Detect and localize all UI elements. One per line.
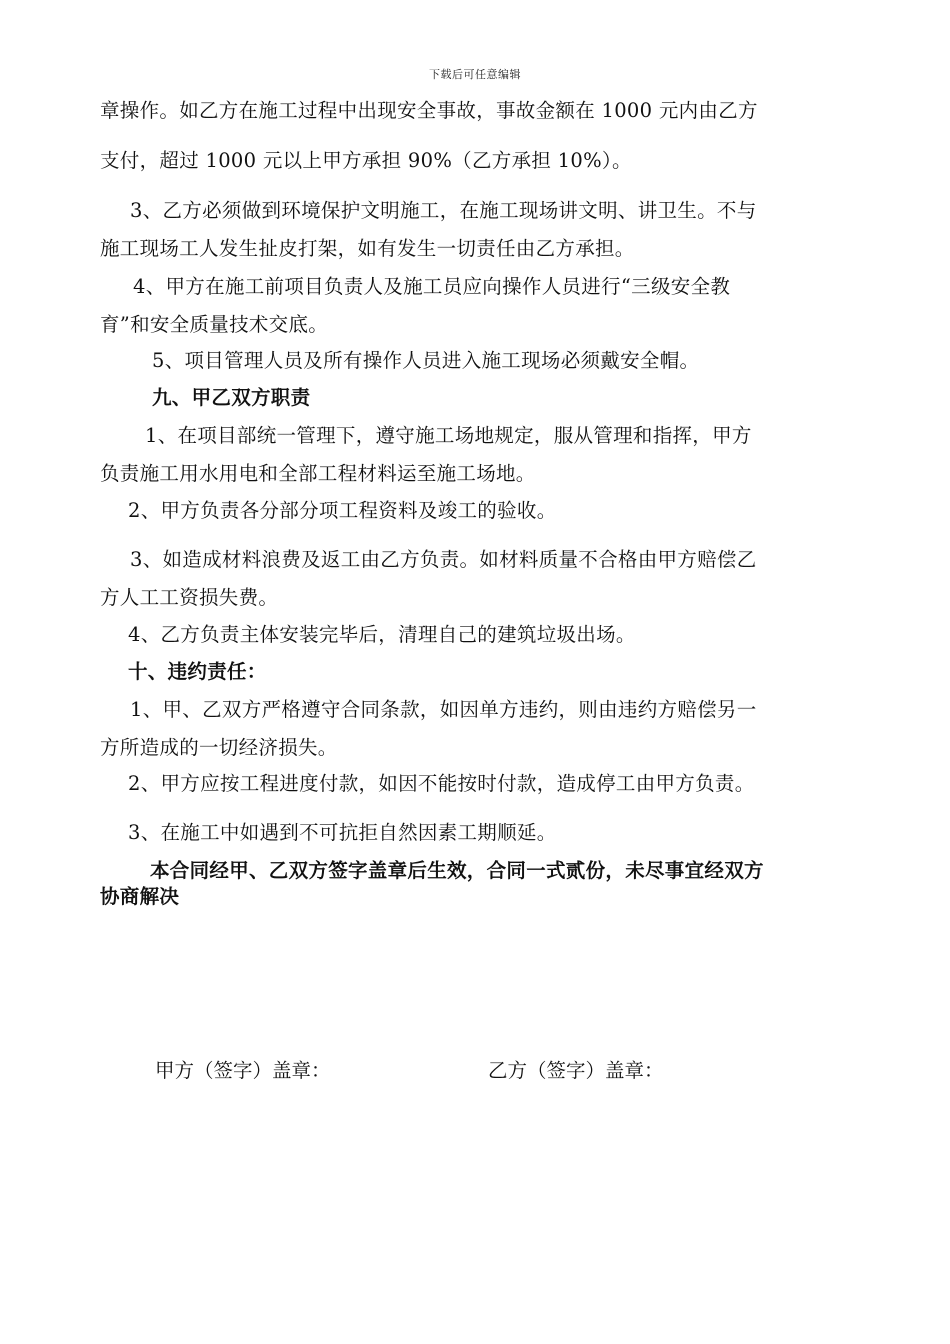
paragraph-line: 3、在施工中如遇到不可抗拒自然因素工期顺延。 [128, 821, 557, 844]
party-a-signature-label: 甲方（签字）盖章： [155, 1059, 331, 1082]
paragraph-line: 2、甲方应按工程进度付款，如因不能按时付款，造成停工由甲方负责。 [128, 772, 755, 795]
closing-statement: 本合同经甲、乙双方签字盖章后生效，合同一式贰份，未尽事宜经双方 [150, 859, 764, 882]
closing-statement: 协商解决 [100, 885, 180, 908]
paragraph-line: 4、甲方在施工前项目负责人及施工员应向操作人员进行“三级安全教 [133, 275, 731, 298]
paragraph-line: 5、项目管理人员及所有操作人员进入施工现场必须戴安全帽。 [152, 349, 700, 372]
paragraph-line: 1、甲、乙双方严格遵守合同条款，如因单方违约，则由违约方赔偿另一 [130, 698, 757, 721]
paragraph-line: 育”和安全质量技术交底。 [100, 313, 329, 336]
paragraph-line: 方所造成的一切经济损失。 [100, 736, 338, 759]
party-b-signature-label: 乙方（签字）盖章： [488, 1059, 664, 1082]
paragraph-line: 4、乙方负责主体安装完毕后，清理自己的建筑垃圾出场。 [128, 623, 636, 646]
paragraph-line: 1、在项目部统一管理下，遵守施工场地规定，服从管理和指挥，甲方 [145, 424, 752, 447]
paragraph-line: 支付，超过 1000 元以上甲方承担 90%（乙方承担 10%）。 [100, 149, 632, 172]
section-heading: 九、甲乙双方职责 [152, 386, 311, 409]
paragraph-line: 负责施工用水用电和全部工程材料运至施工场地。 [100, 462, 536, 485]
paragraph-line: 施工现场工人发生扯皮打架，如有发生一切责任由乙方承担。 [100, 237, 635, 260]
page-header: 下载后可任意编辑 [429, 68, 521, 81]
paragraph-line: 3、乙方必须做到环境保护文明施工，在施工现场讲文明、讲卫生。不与 [130, 199, 757, 222]
section-heading: 十、违约责任： [128, 660, 267, 683]
paragraph-line: 2、甲方负责各分部分项工程资料及竣工的验收。 [128, 499, 557, 522]
paragraph-line: 方人工工资损失费。 [100, 586, 279, 609]
paragraph-line: 3、如造成材料浪费及返工由乙方负责。如材料质量不合格由甲方赔偿乙 [130, 548, 757, 571]
paragraph-line: 章操作。如乙方在施工过程中出现安全事故，事故金额在 1000 元内由乙方 [100, 99, 758, 122]
